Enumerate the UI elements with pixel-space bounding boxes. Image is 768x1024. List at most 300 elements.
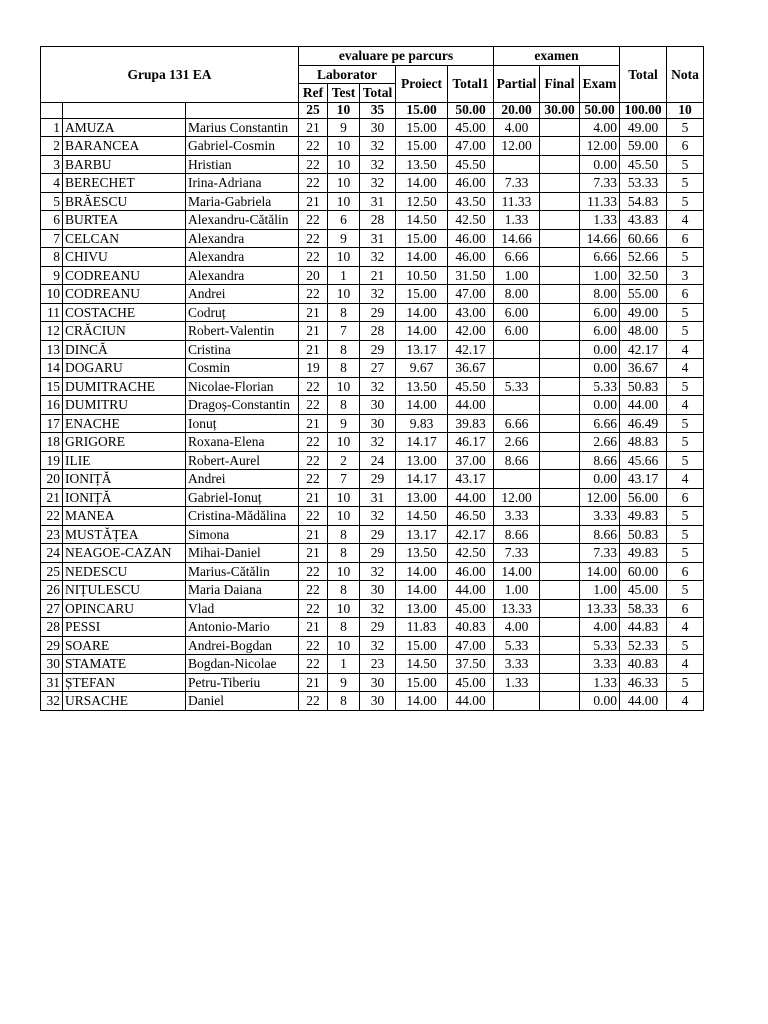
exam-score: 3.33 [580, 507, 620, 526]
proiect-score: 13.50 [396, 544, 448, 563]
total-score: 43.83 [620, 211, 667, 230]
first-name: Robert-Aurel [186, 451, 299, 470]
nota-grade: 5 [667, 636, 704, 655]
test-score: 9 [328, 118, 360, 137]
lab-total: 31 [360, 192, 396, 211]
final-score [540, 192, 580, 211]
partial-score: 7.33 [494, 174, 540, 193]
row-number: 5 [41, 192, 63, 211]
test-score: 9 [328, 414, 360, 433]
test-score: 1 [328, 655, 360, 674]
proiect-score: 15.00 [396, 229, 448, 248]
proiect-score: 13.50 [396, 155, 448, 174]
total-score: 43.17 [620, 470, 667, 489]
total-score: 40.83 [620, 655, 667, 674]
last-name: IONIȚĂ [63, 488, 186, 507]
table-row [41, 359, 704, 378]
first-name: Marius Constantin [186, 118, 299, 137]
final-score [540, 137, 580, 156]
nota-grade: 5 [667, 118, 704, 137]
partial-score: 6.00 [494, 322, 540, 341]
proiect-score: 15.00 [396, 636, 448, 655]
exam-score: 8.00 [580, 285, 620, 304]
lab-total: 30 [360, 414, 396, 433]
ref-score: 22 [299, 248, 328, 267]
total1-score: 42.50 [448, 211, 494, 230]
exam-score: 0.00 [580, 470, 620, 489]
table-row [41, 433, 704, 452]
nota-grade: 5 [667, 414, 704, 433]
table-row [41, 470, 704, 489]
table-row [41, 414, 704, 433]
row-number: 22 [41, 507, 63, 526]
test-score: 8 [328, 581, 360, 600]
ref-score: 21 [299, 303, 328, 322]
lab-header: Laborator [299, 65, 396, 84]
partial-score: 5.33 [494, 377, 540, 396]
ref-score: 19 [299, 359, 328, 378]
total1-score: 37.50 [448, 655, 494, 674]
ref-score: 22 [299, 692, 328, 711]
partial-score: 1.33 [494, 211, 540, 230]
lab-total: 29 [360, 525, 396, 544]
ref-score: 22 [299, 285, 328, 304]
ref-score: 22 [299, 655, 328, 674]
test-score: 8 [328, 359, 360, 378]
total-score: 59.00 [620, 137, 667, 156]
lab-total: 32 [360, 562, 396, 581]
exam-score: 1.00 [580, 266, 620, 285]
total-score: 52.66 [620, 248, 667, 267]
row-number: 32 [41, 692, 63, 711]
final-score [540, 155, 580, 174]
total1-score: 45.50 [448, 155, 494, 174]
last-name: BURTEA [63, 211, 186, 230]
first-name: Andrei [186, 285, 299, 304]
nota-grade: 5 [667, 451, 704, 470]
row-number: 7 [41, 229, 63, 248]
row-number: 20 [41, 470, 63, 489]
row-number: 30 [41, 655, 63, 674]
test-score: 6 [328, 211, 360, 230]
final-score [540, 377, 580, 396]
table-row [41, 377, 704, 396]
table-row [41, 192, 704, 211]
table-row [41, 581, 704, 600]
total-score: 52.33 [620, 636, 667, 655]
lab-total: 27 [360, 359, 396, 378]
ref-score: 22 [299, 155, 328, 174]
total-score: 54.83 [620, 192, 667, 211]
total1-score: 46.50 [448, 507, 494, 526]
total1-score: 42.17 [448, 525, 494, 544]
ref-score: 21 [299, 340, 328, 359]
test-score: 8 [328, 340, 360, 359]
total-score: 36.67 [620, 359, 667, 378]
final-score [540, 340, 580, 359]
proiect-score: 14.00 [396, 692, 448, 711]
table-row [41, 636, 704, 655]
exam-score: 6.66 [580, 248, 620, 267]
nota-grade: 6 [667, 229, 704, 248]
total1-score: 43.50 [448, 192, 494, 211]
lab-total: 31 [360, 488, 396, 507]
exam-score: 7.33 [580, 544, 620, 563]
first-name: Mihai-Daniel [186, 544, 299, 563]
test-score: 10 [328, 636, 360, 655]
proiect-score: 14.50 [396, 211, 448, 230]
total1-score: 43.17 [448, 470, 494, 489]
max-test: 10 [328, 102, 360, 118]
exam-score: 8.66 [580, 525, 620, 544]
ref-score: 22 [299, 451, 328, 470]
last-name: DUMITRACHE [63, 377, 186, 396]
partial-score: 8.00 [494, 285, 540, 304]
nota-grade: 4 [667, 692, 704, 711]
ref-score: 21 [299, 192, 328, 211]
exam-score: 6.00 [580, 322, 620, 341]
ref-score: 20 [299, 266, 328, 285]
total1-score: 46.17 [448, 433, 494, 452]
lab-total: 32 [360, 285, 396, 304]
lab-total: 30 [360, 581, 396, 600]
first-name: Alexandra [186, 248, 299, 267]
lab-total: 30 [360, 673, 396, 692]
final-score [540, 544, 580, 563]
row-number: 8 [41, 248, 63, 267]
final-score [540, 636, 580, 655]
total1-score: 37.00 [448, 451, 494, 470]
partial-score: 11.33 [494, 192, 540, 211]
total1-score: 44.00 [448, 396, 494, 415]
last-name: BARANCEA [63, 137, 186, 156]
ref-score: 21 [299, 618, 328, 637]
table-row [41, 229, 704, 248]
total1-score: 44.00 [448, 581, 494, 600]
proiect-score: 14.00 [396, 174, 448, 193]
lab-total: 24 [360, 451, 396, 470]
total-score: 49.83 [620, 544, 667, 563]
lab-total: 32 [360, 377, 396, 396]
final-score [540, 248, 580, 267]
lab-total: 29 [360, 618, 396, 637]
first-name: Nicolae-Florian [186, 377, 299, 396]
partial-score: 7.33 [494, 544, 540, 563]
partial-score: 3.33 [494, 655, 540, 674]
proiect-score: 12.50 [396, 192, 448, 211]
lab-total: 32 [360, 248, 396, 267]
final-score [540, 488, 580, 507]
final-score [540, 618, 580, 637]
proiect-score: 14.50 [396, 507, 448, 526]
proiect-score: 14.00 [396, 581, 448, 600]
total1-score: 47.00 [448, 636, 494, 655]
ref-score: 21 [299, 488, 328, 507]
total-score: 45.00 [620, 581, 667, 600]
total1-header: Total1 [448, 65, 494, 102]
test-score: 9 [328, 229, 360, 248]
test-score: 7 [328, 322, 360, 341]
total1-score: 42.50 [448, 544, 494, 563]
lab-total-header: Total [360, 84, 396, 103]
proiect-score: 14.17 [396, 470, 448, 489]
total1-score: 45.00 [448, 118, 494, 137]
first-name: Petru-Tiberiu [186, 673, 299, 692]
table-row [41, 340, 704, 359]
exam-score: 14.66 [580, 229, 620, 248]
partial-score: 8.66 [494, 525, 540, 544]
last-name: DOGARU [63, 359, 186, 378]
row-number: 23 [41, 525, 63, 544]
row-number: 11 [41, 303, 63, 322]
total1-score: 46.00 [448, 562, 494, 581]
lab-total: 21 [360, 266, 396, 285]
test-score: 10 [328, 137, 360, 156]
proiect-score: 15.00 [396, 137, 448, 156]
final-score [540, 396, 580, 415]
final-score [540, 581, 580, 600]
proiect-score: 14.00 [396, 303, 448, 322]
proiect-header: Proiect [396, 65, 448, 102]
table-row [41, 322, 704, 341]
exam-score: 0.00 [580, 396, 620, 415]
partial-score: 6.66 [494, 248, 540, 267]
partial-score [494, 340, 540, 359]
test-score: 1 [328, 266, 360, 285]
row-number: 13 [41, 340, 63, 359]
total1-score: 45.50 [448, 377, 494, 396]
row-number: 16 [41, 396, 63, 415]
nota-grade: 5 [667, 581, 704, 600]
partial-score: 6.00 [494, 303, 540, 322]
total1-score: 46.00 [448, 174, 494, 193]
proiect-score: 15.00 [396, 285, 448, 304]
proiect-score: 13.50 [396, 377, 448, 396]
partial-score: 6.66 [494, 414, 540, 433]
first-name: Simona [186, 525, 299, 544]
ref-score: 22 [299, 581, 328, 600]
table-row [41, 248, 704, 267]
row-number: 27 [41, 599, 63, 618]
row-number: 10 [41, 285, 63, 304]
total1-score: 39.83 [448, 414, 494, 433]
proiect-score: 13.00 [396, 599, 448, 618]
max-ref: 25 [299, 102, 328, 118]
partial-score [494, 470, 540, 489]
first-name: Codruț [186, 303, 299, 322]
ref-header: Ref [299, 84, 328, 103]
total-score: 44.00 [620, 396, 667, 415]
table-row [41, 599, 704, 618]
row-number: 25 [41, 562, 63, 581]
ref-score: 22 [299, 377, 328, 396]
max-total1: 50.00 [448, 102, 494, 118]
nota-grade: 5 [667, 433, 704, 452]
first-name: Robert-Valentin [186, 322, 299, 341]
proiect-score: 11.83 [396, 618, 448, 637]
nota-grade: 5 [667, 303, 704, 322]
row-number: 26 [41, 581, 63, 600]
table-row [41, 137, 704, 156]
partial-score [494, 396, 540, 415]
final-score [540, 599, 580, 618]
table-row [41, 174, 704, 193]
total1-score: 47.00 [448, 285, 494, 304]
table-row [41, 285, 704, 304]
partial-score: 12.00 [494, 137, 540, 156]
total1-score: 46.00 [448, 229, 494, 248]
table-row [41, 118, 704, 137]
total1-score: 42.17 [448, 340, 494, 359]
row-number: 15 [41, 377, 63, 396]
ref-score: 22 [299, 507, 328, 526]
max-exam: 50.00 [580, 102, 620, 118]
last-name: ȘTEFAN [63, 673, 186, 692]
nota-grade: 4 [667, 396, 704, 415]
exam-score: 8.66 [580, 451, 620, 470]
total1-score: 43.00 [448, 303, 494, 322]
final-header: Final [540, 65, 580, 102]
ref-score: 22 [299, 137, 328, 156]
table-row [41, 618, 704, 637]
total-score: 44.83 [620, 618, 667, 637]
nota-grade: 5 [667, 248, 704, 267]
ref-score: 21 [299, 118, 328, 137]
test-score: 10 [328, 599, 360, 618]
first-name: Gabriel-Cosmin [186, 137, 299, 156]
test-score: 10 [328, 174, 360, 193]
proiect-score: 14.17 [396, 433, 448, 452]
first-name: Cristina-Mădălina [186, 507, 299, 526]
lab-total: 32 [360, 174, 396, 193]
ref-score: 22 [299, 229, 328, 248]
total1-score: 45.00 [448, 599, 494, 618]
total-score: 56.00 [620, 488, 667, 507]
last-name: CELCAN [63, 229, 186, 248]
exam-score: 12.00 [580, 137, 620, 156]
last-name: CODREANU [63, 285, 186, 304]
table-row [41, 396, 704, 415]
exam-score: 13.33 [580, 599, 620, 618]
ref-score: 21 [299, 322, 328, 341]
first-name: Vlad [186, 599, 299, 618]
proiect-score: 10.50 [396, 266, 448, 285]
first-name: Cristina [186, 340, 299, 359]
max-proiect: 15.00 [396, 102, 448, 118]
row-number: 24 [41, 544, 63, 563]
row-number: 3 [41, 155, 63, 174]
row-number: 18 [41, 433, 63, 452]
row-number: 1 [41, 118, 63, 137]
first-name: Andrei [186, 470, 299, 489]
total-score: 49.00 [620, 118, 667, 137]
total-score: 48.00 [620, 322, 667, 341]
final-score [540, 525, 580, 544]
lab-total: 29 [360, 470, 396, 489]
first-name: Andrei-Bogdan [186, 636, 299, 655]
test-score: 2 [328, 451, 360, 470]
test-score: 8 [328, 303, 360, 322]
partial-score: 8.66 [494, 451, 540, 470]
total1-score: 42.00 [448, 322, 494, 341]
exam-score: 11.33 [580, 192, 620, 211]
last-name: IONIȚĂ [63, 470, 186, 489]
exam-score: 0.00 [580, 692, 620, 711]
max-partial: 20.00 [494, 102, 540, 118]
ref-score: 21 [299, 544, 328, 563]
test-score: 10 [328, 248, 360, 267]
partial-score: 5.33 [494, 636, 540, 655]
lab-total: 32 [360, 507, 396, 526]
exam-score: 4.00 [580, 118, 620, 137]
table-row [41, 655, 704, 674]
proiect-score: 15.00 [396, 673, 448, 692]
final-score [540, 174, 580, 193]
lab-total: 29 [360, 544, 396, 563]
total1-score: 40.83 [448, 618, 494, 637]
final-score [540, 692, 580, 711]
partial-score [494, 692, 540, 711]
total1-score: 31.50 [448, 266, 494, 285]
exam-score: 1.33 [580, 211, 620, 230]
first-name: Roxana-Elena [186, 433, 299, 452]
lab-total: 28 [360, 211, 396, 230]
nota-grade: 4 [667, 618, 704, 637]
nota-grade: 5 [667, 507, 704, 526]
lab-total: 28 [360, 322, 396, 341]
final-score [540, 414, 580, 433]
table-row [41, 303, 704, 322]
last-name: NEDESCU [63, 562, 186, 581]
proiect-score: 9.67 [396, 359, 448, 378]
total1-score: 45.00 [448, 673, 494, 692]
final-score [540, 507, 580, 526]
partial-score: 1.00 [494, 266, 540, 285]
table-row [41, 451, 704, 470]
proiect-score: 14.00 [396, 562, 448, 581]
final-score [540, 451, 580, 470]
first-name: Maria-Gabriela [186, 192, 299, 211]
lab-total: 23 [360, 655, 396, 674]
first-name: Daniel [186, 692, 299, 711]
test-score: 10 [328, 488, 360, 507]
final-score [540, 359, 580, 378]
row-number: 12 [41, 322, 63, 341]
last-name: BARBU [63, 155, 186, 174]
partial-score [494, 155, 540, 174]
table-row [41, 266, 704, 285]
first-name: Alexandra [186, 229, 299, 248]
nota-grade: 6 [667, 488, 704, 507]
total-score: 53.33 [620, 174, 667, 193]
exam-score: 1.33 [580, 673, 620, 692]
proiect-score: 13.00 [396, 451, 448, 470]
table-row [41, 562, 704, 581]
total-score: 48.83 [620, 433, 667, 452]
last-name: BRĂESCU [63, 192, 186, 211]
first-name: Marius-Cătălin [186, 562, 299, 581]
first-name: Bogdan-Nicolae [186, 655, 299, 674]
first-name: Gabriel-Ionuț [186, 488, 299, 507]
last-name: STAMATE [63, 655, 186, 674]
row-number: 31 [41, 673, 63, 692]
first-name: Maria Daiana [186, 581, 299, 600]
test-score: 9 [328, 673, 360, 692]
test-score: 8 [328, 396, 360, 415]
nota-grade: 5 [667, 155, 704, 174]
lab-total: 29 [360, 303, 396, 322]
proiect-score: 14.00 [396, 396, 448, 415]
